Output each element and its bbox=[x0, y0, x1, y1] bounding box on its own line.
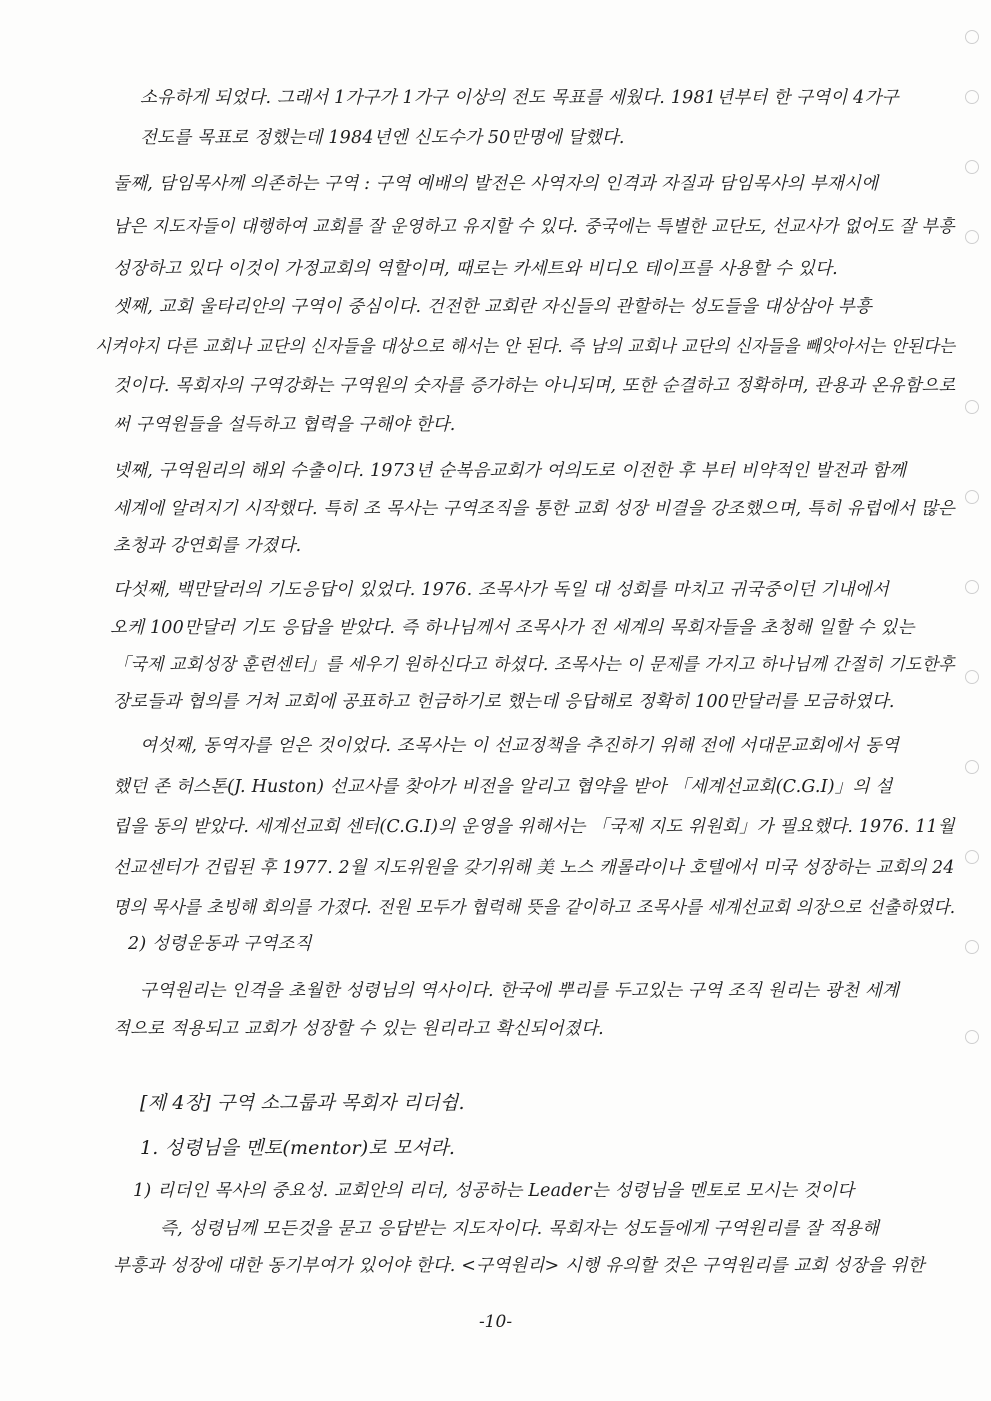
text-line: 둘째, 담임목사께 의존하는 구역 : 구역 예배의 발전은 사역자의 인격과 자질과 담임목사의 부재시에 bbox=[113, 174, 879, 194]
text-line: 명의 목사를 초빙해 회의를 가졌다. 전원 모두가 협력해 뜻을 같이하고 조목사를 세계선교회 의장으로 선출하였다. bbox=[113, 898, 956, 918]
text-line: 셋째, 교회 울타리안의 구역이 중심이다. 건전한 교회란 자신들의 관할하는 성도들을 대상삼아 부흥 bbox=[113, 297, 873, 317]
page-number: -10- bbox=[478, 1312, 513, 1332]
text-line: 써 구역원들을 설득하고 협력을 구해야 한다. bbox=[113, 415, 456, 435]
text-line: 초청과 강연회를 가졌다. bbox=[113, 536, 302, 556]
binder-hole-icon bbox=[965, 1030, 979, 1044]
text-line: 것이다. 목회자의 구역강화는 구역원의 숫자를 증가하는 아니되며, 또한 순결하고 정확하며, 관용과 온유함으로 bbox=[113, 376, 956, 396]
binder-hole-icon bbox=[965, 580, 979, 594]
text-line: 장로들과 협의를 거쳐 교회에 공표하고 헌금하기로 했는데 응답해로 정확히 100만달러를 모금하였다. bbox=[113, 692, 895, 712]
binder-hole-icon bbox=[965, 850, 979, 864]
text-line: 남은 지도자들이 대행하여 교회를 잘 운영하고 유지할 수 있다. 중국에는 특별한 교단도, 선교사가 없어도 잘 부흥 bbox=[113, 217, 955, 237]
text-line: 선교센터가 건립된 후 1977. 2월 지도위원을 갖기위해 美 노스 캐롤라이나 호텔에서 미국 성장하는 교회의 24 bbox=[113, 858, 955, 878]
text-line: 했던 존 허스톤(J. Huston) 선교사를 찾아가 비전을 알리고 협약을 받아 「세계선교회(C.G.I)」의 설 bbox=[113, 777, 893, 797]
text-line: 립을 동의 받았다. 세계선교회 센터(C.G.I)의 운영을 위해서는 「국제 지도 위원회」가 필요했다. 1976. 11월 bbox=[113, 817, 955, 837]
binder-hole-icon bbox=[965, 670, 979, 684]
text-line: 적으로 적용되고 교회가 성장할 수 있는 원리라고 확신되어졌다. bbox=[113, 1019, 604, 1039]
binder-hole-icon bbox=[965, 160, 979, 174]
binder-hole-icon bbox=[965, 760, 979, 774]
text-line: 구역원리는 인격을 초월한 성령님의 역사이다. 한국에 뿌리를 두고있는 구역 조직 원리는 광천 세계 bbox=[140, 981, 900, 1001]
text-line: 다섯째, 백만달러의 기도응답이 있었다. 1976. 조목사가 독일 대 성회를 마치고 귀국중이던 기내에서 bbox=[113, 580, 890, 600]
binder-holes bbox=[961, 20, 983, 1380]
text-line: 시켜야지 다른 교회나 교단의 신자들을 대상으로 해서는 안 된다. 즉 남의 교회나 교단의 신자들을 빼앗아서는 안된다는 bbox=[95, 337, 956, 357]
text-line: 넷째, 구역원리의 해외 수출이다. 1973년 순복음교회가 여의도로 이전한 후 부터 비약적인 발전과 함께 bbox=[113, 461, 907, 481]
text-line: 세계에 알려지기 시작했다. 특히 조 목사는 구역조직을 통한 교회 성장 비결을 강조했으며, 특히 유럽에서 많은 bbox=[113, 499, 955, 519]
text-line: 「국제 교회성장 훈련센터」를 세우기 원하신다고 하셨다. 조목사는 이 문제를 가지고 하나님께 간절히 기도한후 bbox=[113, 655, 955, 675]
text-line: 1) 리더인 목사의 중요성. 교회안의 리더, 성공하는 Leader는 성령님을 멘토로 모시는 것이다 bbox=[133, 1181, 855, 1201]
text-line: 전도를 목표로 정했는데 1984년엔 신도수가 50만명에 달했다. bbox=[140, 128, 625, 148]
binder-hole-icon bbox=[965, 230, 979, 244]
text-line: 부흥과 성장에 대한 동기부여가 있어야 한다. <구역원리> 시행 유의할 것은 구역원리를 교회 성장을 위한 bbox=[113, 1256, 925, 1276]
text-line: 오케 100만달러 기도 응답을 받았다. 즉 하나님께서 조목사가 전 세계의 목회자들을 초청해 일할 수 있는 bbox=[110, 618, 915, 638]
binder-hole-icon bbox=[965, 940, 979, 954]
text-line: 여섯째, 동역자를 얻은 것이었다. 조목사는 이 선교정책을 추진하기 위해 전에 서대문교회에서 동역 bbox=[140, 736, 900, 756]
chapter-heading: [제 4장] 구역 소그룹과 목회자 리더쉽. bbox=[140, 1092, 465, 1114]
section-subheading: 2) 성령운동과 구역조직 bbox=[128, 934, 312, 954]
text-line: 성장하고 있다 이것이 가정교회의 역할이며, 때로는 카세트와 비디오 테이프를 사용할 수 있다. bbox=[113, 259, 838, 279]
binder-hole-icon bbox=[965, 400, 979, 414]
text-line: 즉, 성령님께 모든것을 묻고 응답받는 지도자이다. 목회자는 성도들에게 구역원리를 잘 적용해 bbox=[160, 1219, 880, 1239]
binder-hole-icon bbox=[965, 490, 979, 504]
section-heading: 1. 성령님을 멘토(mentor)로 모셔라. bbox=[140, 1137, 456, 1159]
text-line: 소유하게 되었다. 그래서 1가구가 1가구 이상의 전도 목표를 세웠다. 1981년부터 한 구역이 4가구 bbox=[140, 88, 899, 108]
binder-hole-icon bbox=[965, 30, 979, 44]
binder-hole-icon bbox=[965, 90, 979, 104]
